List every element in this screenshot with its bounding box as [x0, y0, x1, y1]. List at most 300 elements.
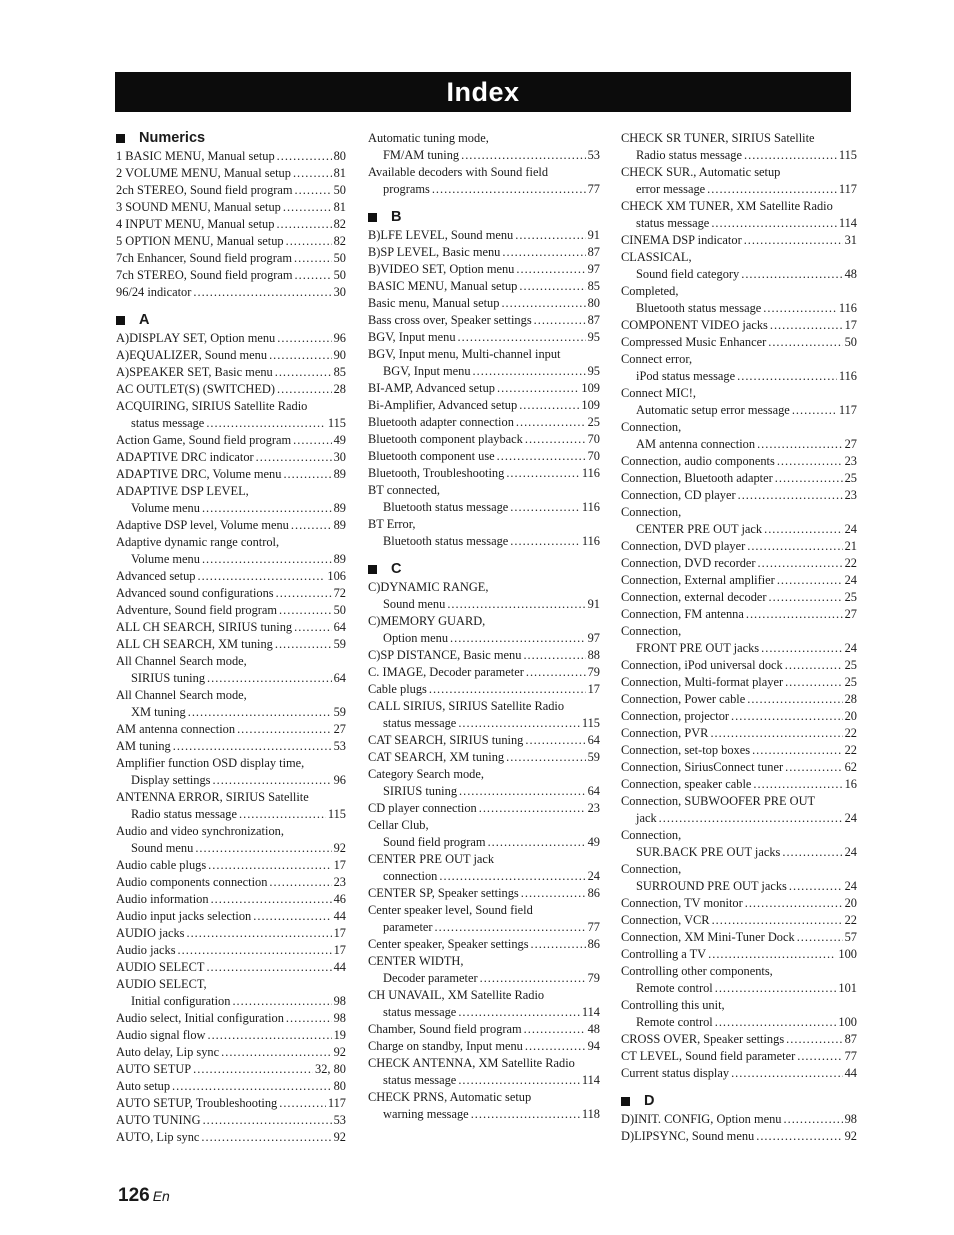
- index-entry: [621, 385, 857, 402]
- index-entry-page: 100: [838, 1015, 857, 1029]
- index-entry-page: 86: [587, 886, 600, 900]
- index-entry-text: Connection, VCR: [621, 913, 710, 927]
- index-entry-page: 80: [333, 149, 346, 163]
- index-entry-page: 64: [333, 620, 346, 634]
- dot-leader: [785, 759, 843, 776]
- index-entry-text: Action Game, Sound field program: [116, 433, 292, 447]
- index-entry-text: Automatic setup error message: [636, 403, 790, 417]
- index-entry-text: ANTENNA ERROR, SIRIUS Satellite: [116, 790, 309, 804]
- index-entry-page: 91: [587, 228, 600, 242]
- dot-leader: [473, 363, 586, 380]
- index-entry: [116, 602, 346, 619]
- section-heading-label: Numerics: [139, 130, 206, 146]
- index-entry-page: 82: [333, 217, 346, 231]
- index-entry-page: 88: [587, 648, 600, 662]
- index-entry: [368, 1038, 600, 1055]
- index-entry: [621, 844, 857, 861]
- dot-leader: [447, 596, 585, 613]
- index-entry-text: Sound menu: [131, 841, 194, 855]
- index-entry-text: D)LIPSYNC, Sound menu: [621, 1129, 755, 1143]
- index-entry-page: 97: [587, 631, 600, 645]
- dot-leader: [526, 664, 586, 681]
- index-entry-page: 77: [587, 182, 600, 196]
- index-entry-text: Bluetooth component playback: [368, 432, 523, 446]
- index-entry-page: 86: [587, 937, 600, 951]
- index-entry-text: Connection, DVD player: [621, 539, 746, 553]
- index-entry-text: Connection,: [621, 624, 682, 638]
- dot-leader: [741, 266, 842, 283]
- index-entry-text: C. IMAGE, Decoder parameter: [368, 665, 524, 679]
- index-entry: [621, 623, 857, 640]
- index-entry-page: 53: [333, 739, 346, 753]
- index-entry-page: 44: [333, 960, 346, 974]
- index-entry-page: 21: [844, 539, 857, 553]
- index-entry-page: 32, 80: [315, 1062, 346, 1076]
- dot-leader: [769, 589, 843, 606]
- index-entry-text: BGV, Input menu, Multi-channel input: [368, 347, 561, 361]
- index-entry-page: 109: [581, 398, 600, 412]
- dot-leader: [458, 1004, 580, 1021]
- index-entry-text: 1 BASIC MENU, Manual setup: [116, 149, 275, 163]
- dot-leader: [186, 925, 331, 942]
- index-entry-page: 116: [838, 301, 857, 315]
- index-entry-text: Connection, DVD recorder: [621, 556, 756, 570]
- dot-leader: [193, 284, 331, 301]
- index-entry-text: CHECK XM TUNER, XM Satellite Radio: [621, 199, 833, 213]
- index-entry: [116, 959, 346, 976]
- dot-leader: [211, 891, 332, 908]
- index-entry: [116, 165, 346, 182]
- index-entry-text: 2ch STEREO, Sound field program: [116, 183, 293, 197]
- dot-leader: [432, 181, 586, 198]
- index-entry: [621, 317, 857, 334]
- section-bullet-icon: [368, 565, 377, 574]
- index-entry: [621, 1111, 857, 1128]
- dot-leader: [286, 1010, 332, 1027]
- index-entry-text: CENTER WIDTH,: [368, 954, 464, 968]
- dot-leader: [792, 402, 837, 419]
- index-entry: [116, 449, 346, 466]
- index-entry-text: CAT SEARCH, XM tuning: [368, 750, 505, 764]
- index-entry-text: Controlling a TV: [621, 947, 707, 961]
- index-entry-text: CROSS OVER, Speaker settings: [621, 1032, 785, 1046]
- index-entry-text: Current status display: [621, 1066, 730, 1080]
- index-entry-text: Audio cable plugs: [116, 858, 207, 872]
- index-entry: [116, 755, 346, 772]
- index-entry-text: Audio information: [116, 892, 209, 906]
- index-entry-page: 117: [327, 1096, 346, 1110]
- index-entry: [116, 148, 346, 165]
- index-entry-text: Auto delay, Lip sync: [116, 1045, 220, 1059]
- dot-leader: [525, 431, 586, 448]
- index-entry-text: CHECK PRNS, Automatic setup: [368, 1090, 532, 1104]
- index-entry: [116, 517, 346, 534]
- index-entry: [368, 147, 600, 164]
- index-entry: [116, 1095, 346, 1112]
- index-entry-text: Connection, external decoder: [621, 590, 767, 604]
- index-entry: [621, 963, 857, 980]
- index-entry-text: XM tuning: [131, 705, 186, 719]
- dot-leader: [708, 946, 836, 963]
- index-entry-text: Cellar Club,: [368, 818, 429, 832]
- index-entry-page: 79: [587, 665, 600, 679]
- dot-leader: [178, 942, 332, 959]
- index-entry: [368, 130, 600, 147]
- index-entry: [116, 925, 346, 942]
- dot-leader: [738, 487, 843, 504]
- index-entry-text: error message: [636, 182, 706, 196]
- index-entry: [368, 164, 600, 181]
- index-entry-text: programs: [383, 182, 430, 196]
- index-entry-text: Connection,: [621, 862, 682, 876]
- index-entry: [368, 902, 600, 919]
- index-entry-page: 80: [333, 1079, 346, 1093]
- index-entry-page: 114: [581, 1005, 600, 1019]
- index-entry: [368, 732, 600, 749]
- index-entry-page: 95: [587, 364, 600, 378]
- index-entry-text: SURROUND PRE OUT jacks: [636, 879, 787, 893]
- dot-leader: [256, 449, 332, 466]
- dot-leader: [275, 364, 332, 381]
- page-title: Index: [115, 72, 851, 112]
- index-entry: [621, 334, 857, 351]
- index-entry: [368, 499, 600, 516]
- index-entry: [116, 789, 346, 806]
- dot-leader: [277, 330, 331, 347]
- index-entry-text: Bluetooth adapter connection: [368, 415, 514, 429]
- index-entry-page: 23: [844, 454, 857, 468]
- dot-leader: [208, 857, 331, 874]
- index-entry-text: AC OUTLET(S) (SWITCHED): [116, 382, 275, 396]
- index-entry-page: 50: [333, 183, 346, 197]
- index-entry-text: CLASSICAL,: [621, 250, 692, 264]
- index-entry-text: BT connected,: [368, 483, 441, 497]
- dot-leader: [429, 681, 586, 698]
- index-entry: [621, 283, 857, 300]
- dot-leader: [516, 261, 585, 278]
- index-entry-text: 2 VOLUME MENU, Manual setup: [116, 166, 291, 180]
- index-entry-page: 98: [333, 1011, 346, 1025]
- dot-leader: [752, 742, 843, 759]
- index-entry-page: 24: [844, 641, 857, 655]
- index-entry: [368, 613, 600, 630]
- section-heading: [368, 209, 600, 226]
- index-entry-page: 70: [587, 449, 600, 463]
- index-entry: [368, 919, 600, 936]
- index-entry: [621, 793, 857, 810]
- dot-leader: [775, 470, 843, 487]
- index-entry-page: 20: [844, 709, 857, 723]
- index-entry-page: 22: [844, 556, 857, 570]
- index-entry: [368, 1072, 600, 1089]
- index-entry-text: Adventure, Sound field program: [116, 603, 278, 617]
- dot-leader: [471, 1106, 580, 1123]
- index-entry-text: SIRIUS tuning: [131, 671, 206, 685]
- index-entry-text: FRONT PRE OUT jacks: [636, 641, 760, 655]
- dot-leader: [195, 840, 331, 857]
- dot-leader: [515, 227, 585, 244]
- index-entry-page: 79: [587, 971, 600, 985]
- dot-leader: [269, 347, 332, 364]
- index-entry-text: Sound menu: [383, 597, 446, 611]
- index-entry: [368, 647, 600, 664]
- index-entry: [621, 946, 857, 963]
- index-entry-page: 17: [587, 682, 600, 696]
- index-entry-text: CAT SEARCH, SIRIUS tuning: [368, 733, 524, 747]
- index-entry: [368, 783, 600, 800]
- index-entry-page: 50: [333, 268, 346, 282]
- index-entry: [368, 1055, 600, 1072]
- index-entry-text: Remote control: [636, 1015, 713, 1029]
- index-entry-page: 30: [333, 450, 346, 464]
- dot-leader: [745, 895, 843, 912]
- index-entry-text: CENTER SP, Speaker settings: [368, 886, 519, 900]
- index-entry-text: 5 OPTION MENU, Manual setup: [116, 234, 284, 248]
- index-entry-text: Connection, Multi-format player: [621, 675, 784, 689]
- index-entry: [368, 329, 600, 346]
- index-entry-page: 53: [333, 1113, 346, 1127]
- index-entry: [368, 800, 600, 817]
- index-entry-text: Charge on standby, Input menu: [368, 1039, 523, 1053]
- index-entry-text: Audio input jacks selection: [116, 909, 252, 923]
- index-entry: [368, 380, 600, 397]
- index-entry-text: Audio and video synchronization,: [116, 824, 284, 838]
- dot-leader: [777, 453, 843, 470]
- index-entry-text: Connect MIC!,: [621, 386, 697, 400]
- index-entry: [116, 738, 346, 755]
- index-entry: [116, 823, 346, 840]
- dot-leader: [173, 738, 332, 755]
- index-entry-text: CD player connection: [368, 801, 477, 815]
- index-entry: [621, 929, 857, 946]
- index-entry-text: BGV, Input menu: [383, 364, 471, 378]
- index-entry-page: 59: [333, 637, 346, 651]
- dot-leader: [213, 772, 332, 789]
- index-entry: [116, 233, 346, 250]
- index-entry-text: All Channel Search mode,: [116, 688, 247, 702]
- index-entry-page: 31: [844, 233, 857, 247]
- dot-leader: [202, 551, 332, 568]
- index-entry-page: 118: [581, 1107, 600, 1121]
- section-heading: [116, 130, 346, 147]
- section-heading: [116, 312, 346, 329]
- index-entry-text: AUDIO SELECT: [116, 960, 205, 974]
- index-entry-page: 27: [333, 722, 346, 736]
- dot-leader: [789, 878, 843, 895]
- dot-leader: [497, 380, 579, 397]
- index-column-1: [116, 130, 346, 1146]
- index-entry-page: 24: [844, 573, 857, 587]
- index-entry-text: Sound field program: [383, 835, 486, 849]
- index-entry: [368, 834, 600, 851]
- index-entry-page: 25: [844, 471, 857, 485]
- index-entry-page: 98: [333, 994, 346, 1008]
- index-entry-page: 92: [333, 1045, 346, 1059]
- index-entry-page: 91: [587, 597, 600, 611]
- index-entry: [116, 772, 346, 789]
- section-heading-label: B: [391, 209, 402, 225]
- index-entry: [621, 181, 857, 198]
- index-column-3: [621, 130, 857, 1145]
- dot-leader: [197, 568, 325, 585]
- index-entry-text: Connection, Power cable: [621, 692, 746, 706]
- index-entry: [368, 1089, 600, 1106]
- index-entry-page: 44: [333, 909, 346, 923]
- dot-leader: [510, 533, 580, 550]
- index-entry-page: 90: [333, 348, 346, 362]
- index-entry-page: 59: [333, 705, 346, 719]
- index-entry-text: BT Error,: [368, 517, 416, 531]
- index-entry-page: 25: [844, 658, 857, 672]
- dot-leader: [501, 295, 585, 312]
- index-entry-text: SIRIUS tuning: [383, 784, 458, 798]
- index-entry-page: 24: [844, 845, 857, 859]
- dot-leader: [731, 708, 843, 725]
- index-entry-page: 17: [333, 858, 346, 872]
- dot-leader: [744, 147, 837, 164]
- index-entry-page: 98: [844, 1112, 857, 1126]
- dot-leader: [519, 397, 579, 414]
- index-entry-page: 96: [333, 773, 346, 787]
- dot-leader: [283, 199, 332, 216]
- index-entry: [116, 466, 346, 483]
- index-entry-text: CALL SIRIUS, SIRIUS Satellite Radio: [368, 699, 565, 713]
- index-entry-page: 23: [587, 801, 600, 815]
- index-entry-text: Available decoders with Sound field: [368, 165, 549, 179]
- index-entry-text: iPod status message: [636, 369, 736, 383]
- index-entry-text: Connection, XM Mini-Tuner Dock: [621, 930, 795, 944]
- index-entry-page: 48: [587, 1022, 600, 1036]
- index-entry-page: 50: [844, 335, 857, 349]
- index-entry-page: 114: [581, 1073, 600, 1087]
- index-entry: [621, 555, 857, 572]
- index-entry-page: 115: [581, 716, 600, 730]
- index-entry-text: Connection, SUBWOOFER PRE OUT: [621, 794, 816, 808]
- index-entry-page: 30: [333, 285, 346, 299]
- index-entry-page: 87: [587, 313, 600, 327]
- index-entry: [368, 414, 600, 431]
- dot-leader: [458, 715, 580, 732]
- index-entry-text: D)INIT. CONFIG, Option menu: [621, 1112, 782, 1126]
- index-entry-text: Connection, set-top boxes: [621, 743, 751, 757]
- index-entry: [368, 970, 600, 987]
- index-entry: [116, 976, 346, 993]
- dot-leader: [295, 182, 332, 199]
- index-entry-page: 17: [844, 318, 857, 332]
- index-entry-page: 81: [333, 200, 346, 214]
- index-entry-text: ACQUIRING, SIRIUS Satellite Radio: [116, 399, 308, 413]
- index-entry-page: 85: [333, 365, 346, 379]
- index-entry: [116, 619, 346, 636]
- index-entry-page: 89: [333, 518, 346, 532]
- index-entry-text: Category Search mode,: [368, 767, 484, 781]
- index-entry: [116, 636, 346, 653]
- index-entry: [621, 487, 857, 504]
- dot-leader: [764, 521, 843, 538]
- index-entry: [368, 851, 600, 868]
- index-entry-text: A)SPEAKER SET, Basic menu: [116, 365, 273, 379]
- index-entry: [621, 912, 857, 929]
- dot-leader: [202, 500, 332, 517]
- index-entry-text: CHECK SUR., Automatic setup: [621, 165, 781, 179]
- dot-leader: [269, 874, 331, 891]
- index-entry-text: BI-AMP, Advanced setup: [368, 381, 495, 395]
- index-entry-text: AUTO SETUP, Troubleshooting: [116, 1096, 278, 1110]
- index-entry-text: C)SP DISTANCE, Basic menu: [368, 648, 522, 662]
- dot-leader: [459, 783, 586, 800]
- page-language: En: [152, 1188, 170, 1204]
- index-entry-text: Remote control: [636, 981, 713, 995]
- index-entry: [116, 1027, 346, 1044]
- index-entry: [621, 1048, 857, 1065]
- index-entry-text: Connection, FM antenna: [621, 607, 744, 621]
- index-entry: [621, 589, 857, 606]
- dot-leader: [534, 312, 586, 329]
- index-entry: [368, 1004, 600, 1021]
- index-entry-text: Bi-Amplifier, Advanced setup: [368, 398, 518, 412]
- index-entry-page: 89: [333, 501, 346, 515]
- dot-leader: [737, 368, 837, 385]
- index-entry-text: Audio jacks: [116, 943, 176, 957]
- dot-leader: [525, 732, 585, 749]
- index-entry: [116, 993, 346, 1010]
- index-entry: [621, 640, 857, 657]
- index-entry-page: 22: [844, 726, 857, 740]
- index-entry-text: connection: [383, 869, 438, 883]
- index-entry-text: Cable plugs: [368, 682, 427, 696]
- dot-leader: [237, 721, 332, 738]
- index-entry-text: 7ch STEREO, Sound field program: [116, 268, 293, 282]
- index-entry: [116, 551, 346, 568]
- index-entry-text: Connection, TV monitor: [621, 896, 743, 910]
- dot-leader: [777, 572, 843, 589]
- index-entry: [621, 300, 857, 317]
- index-entry: [621, 657, 857, 674]
- index-entry: [621, 708, 857, 725]
- dot-leader: [797, 929, 843, 946]
- dot-leader: [712, 912, 843, 929]
- index-entry-text: CT LEVEL, Sound field parameter: [621, 1049, 796, 1063]
- index-entry-text: Decoder parameter: [383, 971, 478, 985]
- index-entry-text: Connection, PVR: [621, 726, 709, 740]
- index-entry: [368, 533, 600, 550]
- index-entry-page: 81: [333, 166, 346, 180]
- index-entry: [368, 766, 600, 783]
- index-entry-text: AUDIO SELECT,: [116, 977, 207, 991]
- index-entry-page: 116: [838, 369, 857, 383]
- index-entry: [621, 674, 857, 691]
- dot-leader: [506, 749, 586, 766]
- index-entry: [621, 980, 857, 997]
- index-entry-page: 89: [333, 552, 346, 566]
- index-entry: [116, 415, 346, 432]
- index-entry: [621, 1031, 857, 1048]
- index-entry-page: 49: [587, 835, 600, 849]
- index-entry-page: 85: [587, 279, 600, 293]
- index-entry: [621, 810, 857, 827]
- dot-leader: [188, 704, 332, 721]
- index-entry: [368, 465, 600, 482]
- index-entry: [621, 878, 857, 895]
- index-entry-text: 4 INPUT MENU, Manual setup: [116, 217, 275, 231]
- dot-leader: [221, 1044, 331, 1061]
- index-entry: [116, 806, 346, 823]
- dot-leader: [497, 448, 586, 465]
- index-entry: [621, 504, 857, 521]
- index-entry: [621, 1014, 857, 1031]
- index-entry-page: 22: [844, 743, 857, 757]
- index-entry-page: 115: [838, 148, 857, 162]
